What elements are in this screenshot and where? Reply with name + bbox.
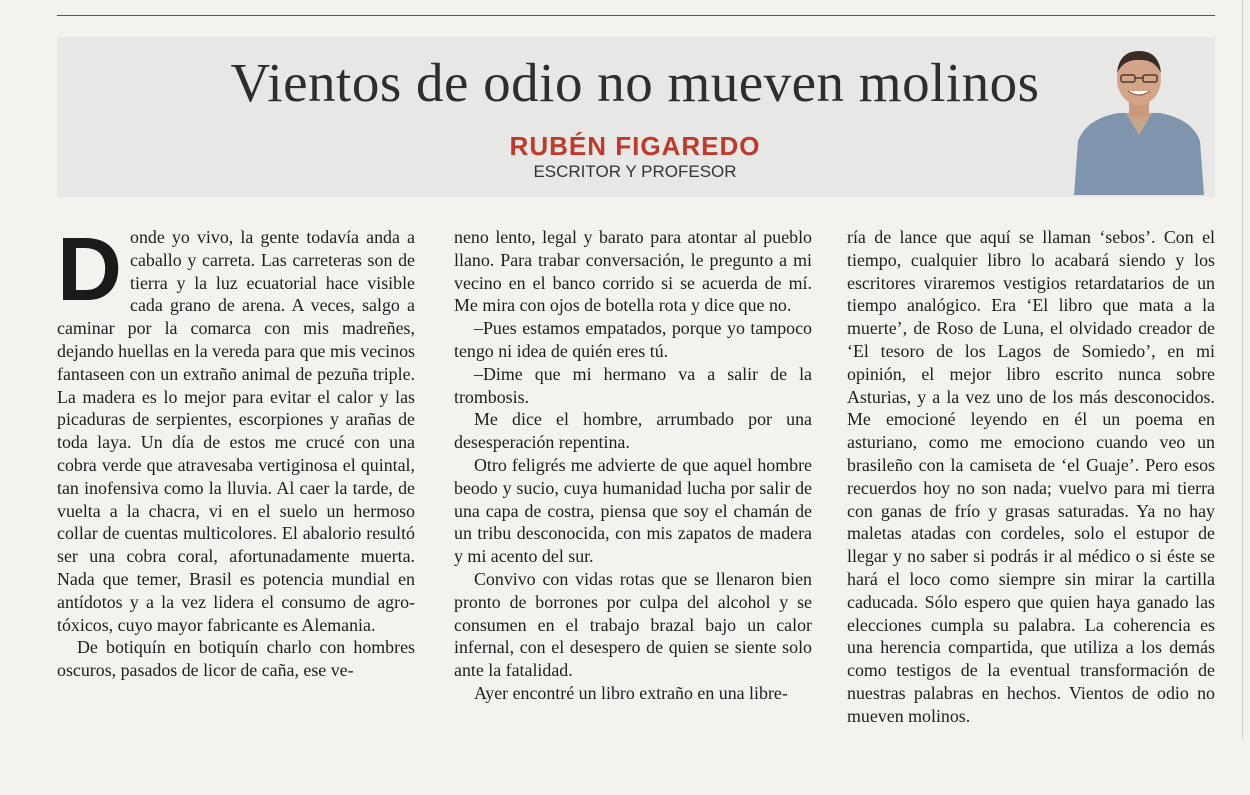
article-column-1: [57, 220, 415, 682]
author-photo: [1074, 45, 1204, 195]
paragraph: De botiquín en botiquín charlo con hombres oscuros, pasados de licor de caña, ese ve-: [57, 637, 415, 681]
paragraph: Otro feligrés me advierte de que aquel hombre beodo y sucio, cuya humanidad lucha por salir de una capa de costra, piensa que soy el chamán de un tribu desconocida, con mis zapatos de madera y mi acento del sur.: [454, 454, 812, 567]
author-name: RUBÉN FIGAREDO: [509, 131, 761, 161]
paragraph: –Dime que mi hermano va a salir de la trombosis.: [454, 363, 812, 407]
paragraph: Ayer encontré un libro extraño en una libre-: [474, 682, 788, 703]
paragraph: neno lento, legal y barato para atontar al pueblo llano. Para trabar conversación, le pregunto a mi vecino en el banco corrido si se acuerda de mí. Me mira con ojos de botella rota y dice que no.: [454, 227, 812, 316]
top-rule: [57, 15, 1215, 16]
page-edge-rule: [1242, 0, 1243, 740]
paragraph: Convivo con vidas rotas que se llenaron bien pronto de borrones por culpa del alcohol y se consumen en el trabajo brazal bajo un calor infernal, con el desespero de quien se siente solo ante la fatalidad.: [454, 568, 812, 681]
drop-cap: D: [57, 220, 122, 320]
paragraph: –Pues estamos empatados, porque yo tampoco tengo ni idea de quién eres tú.: [454, 318, 812, 361]
article-column-2: [454, 226, 812, 705]
article-headline: Vientos de odio no mueven molinos: [230, 52, 1040, 113]
paragraph: Donde yo vivo, la gente todavía anda a caballo y carreta. Las carreteras son de tierra y la luz ecuatorial hace visible cada grano de arena. A veces, salgo a caminar por la comarca con mis madreñes, dejando huellas en la vereda para que mis vecinos fantaseen con un extraño animal de pezuña triple. La madera es lo mejor para evitar el calor y las picaduras de serpientes, escorpiones y arañas de toda laya. Un día de estos me crucé con una cobra verde que atravesaba vertiginosa el quintal, tan inofensiva como la lluvia. Al caer la tarde, de vuelta a la chacra, vi en el suelo un hermoso collar de cuentas multicolores. El abalorio resultó ser una cobra coral, afortunadamente muerta. Nada que temer, Brasil es potencia mundial en antídotos y a la vez lidera el consumo de agro-tóxicos, cuyo mayor fabricante es Alemania.: [57, 220, 415, 635]
paragraph: ría de lance que aquí se llaman ‘sebos’. Con el tiempo, cualquier libro lo acabará siendo y los escritores viraremos vestigios retardatarios de un tiempo analógico. Era ‘El libro que mata a la muerte’, de Roso de Luna, el olvidado creador de ‘El tesoro de los Lagos de Somiedo’, en mi opinión, el mejor libro escrito nunca sobre Asturias, y a la vez uno de los más desconocidos. Me emocioné leyendo en él un poema en asturiano, como me emociono cuando veo un brasileño con la camiseta de ‘el Guaje’. Pero esos recuerdos hoy no son nada; vuelvo para mi tierra con ganas de frío y grasas saturadas. Ya no hay maletas atadas con cordeles, solo el estupor de llegar y no saber si podrás ir al médico o si éste se hará el loco como siempre sin mirar la cartilla caducada. Sólo espero que quien haya ganado las elecciones cumpla su palabra. La coherencia es una herencia compartida, que utiliza a los demás como testigos de la eventual transformación de nuestras palabras en hechos. Vientos de odio no mueven molinos.: [847, 227, 1215, 726]
paragraph: Me dice el hombre, arrumbado por una desesperación repentina.: [454, 409, 812, 453]
article-column-3: [847, 226, 1215, 728]
author-role: ESCRITOR Y PROFESOR: [533, 162, 737, 181]
